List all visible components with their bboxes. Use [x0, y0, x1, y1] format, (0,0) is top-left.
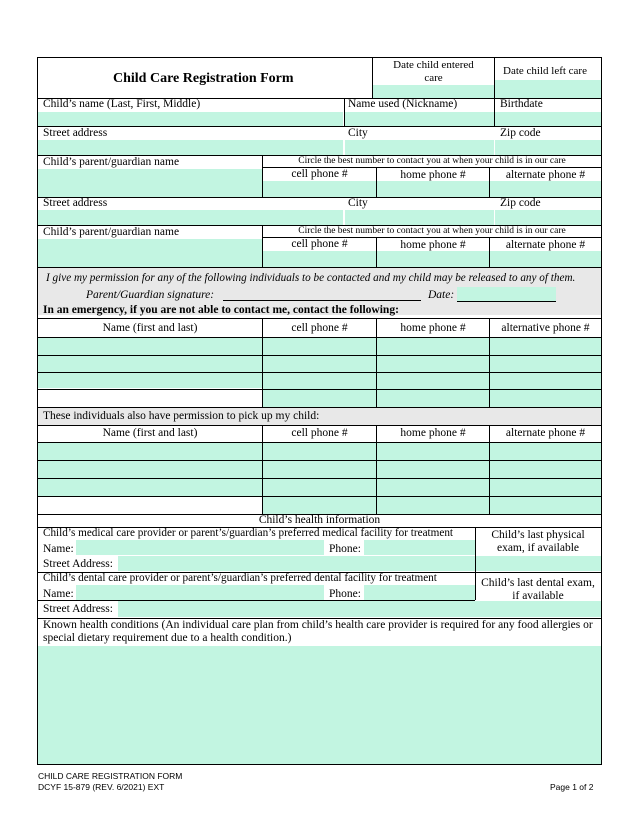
pickup-col-cell: cell phone # — [291, 427, 348, 439]
guardian1-home-label: home phone # — [400, 169, 466, 181]
child-city-field[interactable] — [345, 140, 494, 155]
emergency-col-cell: cell phone # — [291, 322, 348, 334]
guardian1-alt-label: alternate phone # — [505, 169, 586, 181]
child-street-label: Street address — [43, 127, 108, 139]
medical-provider-label: Child’s medical care provider or parent’s/guardian’s preferred medical facility for treatment — [43, 527, 454, 539]
signature-line[interactable] — [223, 288, 421, 301]
birthdate-field[interactable] — [495, 112, 601, 126]
footer-form-name: CHILD CARE REGISTRATION FORM — [38, 771, 183, 781]
emergency-heading: In an emergency, if you are not able to contact me, contact the following: — [43, 304, 399, 316]
guardian2-alt-label: alternate phone # — [505, 239, 586, 251]
guardian1-city-field[interactable] — [345, 210, 494, 225]
dental-name-field[interactable] — [76, 585, 324, 600]
guardian1-street-label: Street address — [43, 197, 108, 209]
dental-provider-label: Child’s dental care provider or parent’s/guardian’s preferred dental facility for treatment — [43, 572, 437, 584]
date-left-field[interactable] — [495, 80, 601, 98]
medical-street-label: Street Address: — [43, 558, 113, 570]
nickname-label: Name used (Nickname) — [348, 98, 458, 110]
health-conditions-label: Known health conditions (An individual care plan from child’s health care provider is required for any food allergies or special dietary requirement due to a health condition.) — [43, 619, 593, 644]
guardian1-cell-field[interactable] — [263, 181, 376, 197]
guardian1-cell-label: cell phone # — [291, 168, 348, 180]
pickup-name-fields[interactable] — [38, 443, 262, 496]
guardian1-circle-note: Circle the best number to contact you at when your child is in our care — [298, 156, 566, 166]
guardian2-cell-label: cell phone # — [291, 238, 348, 250]
medical-phone-field[interactable] — [364, 540, 475, 555]
date-entered-field[interactable] — [373, 85, 494, 98]
child-street-field[interactable] — [38, 140, 343, 155]
nickname-field[interactable] — [345, 112, 494, 126]
date-left-label: Date child left care — [503, 65, 587, 77]
dental-phone-label: Phone: — [329, 588, 361, 600]
date-entered-label: Date child entered care — [393, 59, 474, 84]
guardian2-name-field[interactable] — [38, 239, 262, 267]
birthdate-label: Birthdate — [500, 98, 543, 110]
guardian2-circle-note: Circle the best number to contact you at when your child is in our care — [298, 226, 566, 236]
guardian2-alt-field[interactable] — [490, 251, 601, 267]
dental-phone-field[interactable] — [364, 585, 475, 600]
child-name-label: Child’s name (Last, First, Middle) — [43, 98, 201, 110]
guardian1-home-field[interactable] — [377, 181, 489, 197]
medical-name-field[interactable] — [76, 540, 324, 555]
emergency-col-name: Name (first and last) — [102, 322, 198, 334]
guardian1-alt-field[interactable] — [490, 181, 601, 197]
medical-name-label: Name: — [43, 543, 74, 555]
medical-street-field[interactable] — [118, 556, 475, 571]
emergency-name-fields[interactable] — [38, 338, 262, 388]
dental-street-label: Street Address: — [43, 603, 113, 615]
health-heading: Child’s health information — [258, 514, 381, 526]
pickup-heading: These individuals also have permission to pick up my child: — [43, 410, 320, 422]
health-conditions-field[interactable] — [38, 646, 601, 764]
emergency-col-alt: alternative phone # — [501, 322, 590, 334]
pickup-col-home: home phone # — [400, 427, 466, 439]
guardian1-zip-field[interactable] — [495, 210, 601, 225]
signature-label: Parent/Guardian signature: — [86, 289, 215, 301]
child-zip-label: Zip code — [500, 127, 541, 139]
child-zip-field[interactable] — [495, 140, 601, 155]
guardian1-name-label: Child’s parent/guardian name — [43, 156, 180, 168]
guardian1-zip-label: Zip code — [500, 197, 541, 209]
guardian2-home-label: home phone # — [400, 239, 466, 251]
date-field[interactable] — [457, 287, 556, 302]
dental-street-field[interactable] — [118, 601, 601, 617]
permission-statement: I give my permission for any of the following individuals to be contacted and my child may be released to any of them. — [46, 272, 576, 284]
guardian1-city-label: City — [348, 197, 368, 209]
pickup-col-name: Name (first and last) — [102, 427, 198, 439]
registration-form — [37, 57, 602, 765]
medical-phone-label: Phone: — [329, 543, 361, 555]
footer-form-number: DCYF 15-879 (REV. 6/2021) EXT — [38, 782, 165, 792]
last-physical-field[interactable] — [476, 556, 601, 571]
guardian1-name-field[interactable] — [38, 169, 262, 197]
dental-name-label: Name: — [43, 588, 74, 600]
form-title: Child Care Registration Form — [113, 71, 294, 86]
date-label: Date: — [428, 289, 455, 301]
child-city-label: City — [348, 127, 368, 139]
guardian2-cell-field[interactable] — [263, 251, 376, 267]
last-dental-label: Child’s last dental exam, if available — [481, 577, 595, 602]
guardian1-street-field[interactable] — [38, 210, 343, 225]
pickup-col-alt: alternate phone # — [505, 427, 586, 439]
last-physical-label: Child’s last physical exam, if available — [491, 529, 585, 554]
emergency-col-home: home phone # — [400, 322, 466, 334]
child-name-field[interactable] — [38, 112, 343, 126]
guardian2-name-label: Child’s parent/guardian name — [43, 226, 180, 238]
guardian2-home-field[interactable] — [377, 251, 489, 267]
footer-page-number: Page 1 of 2 — [550, 782, 594, 792]
